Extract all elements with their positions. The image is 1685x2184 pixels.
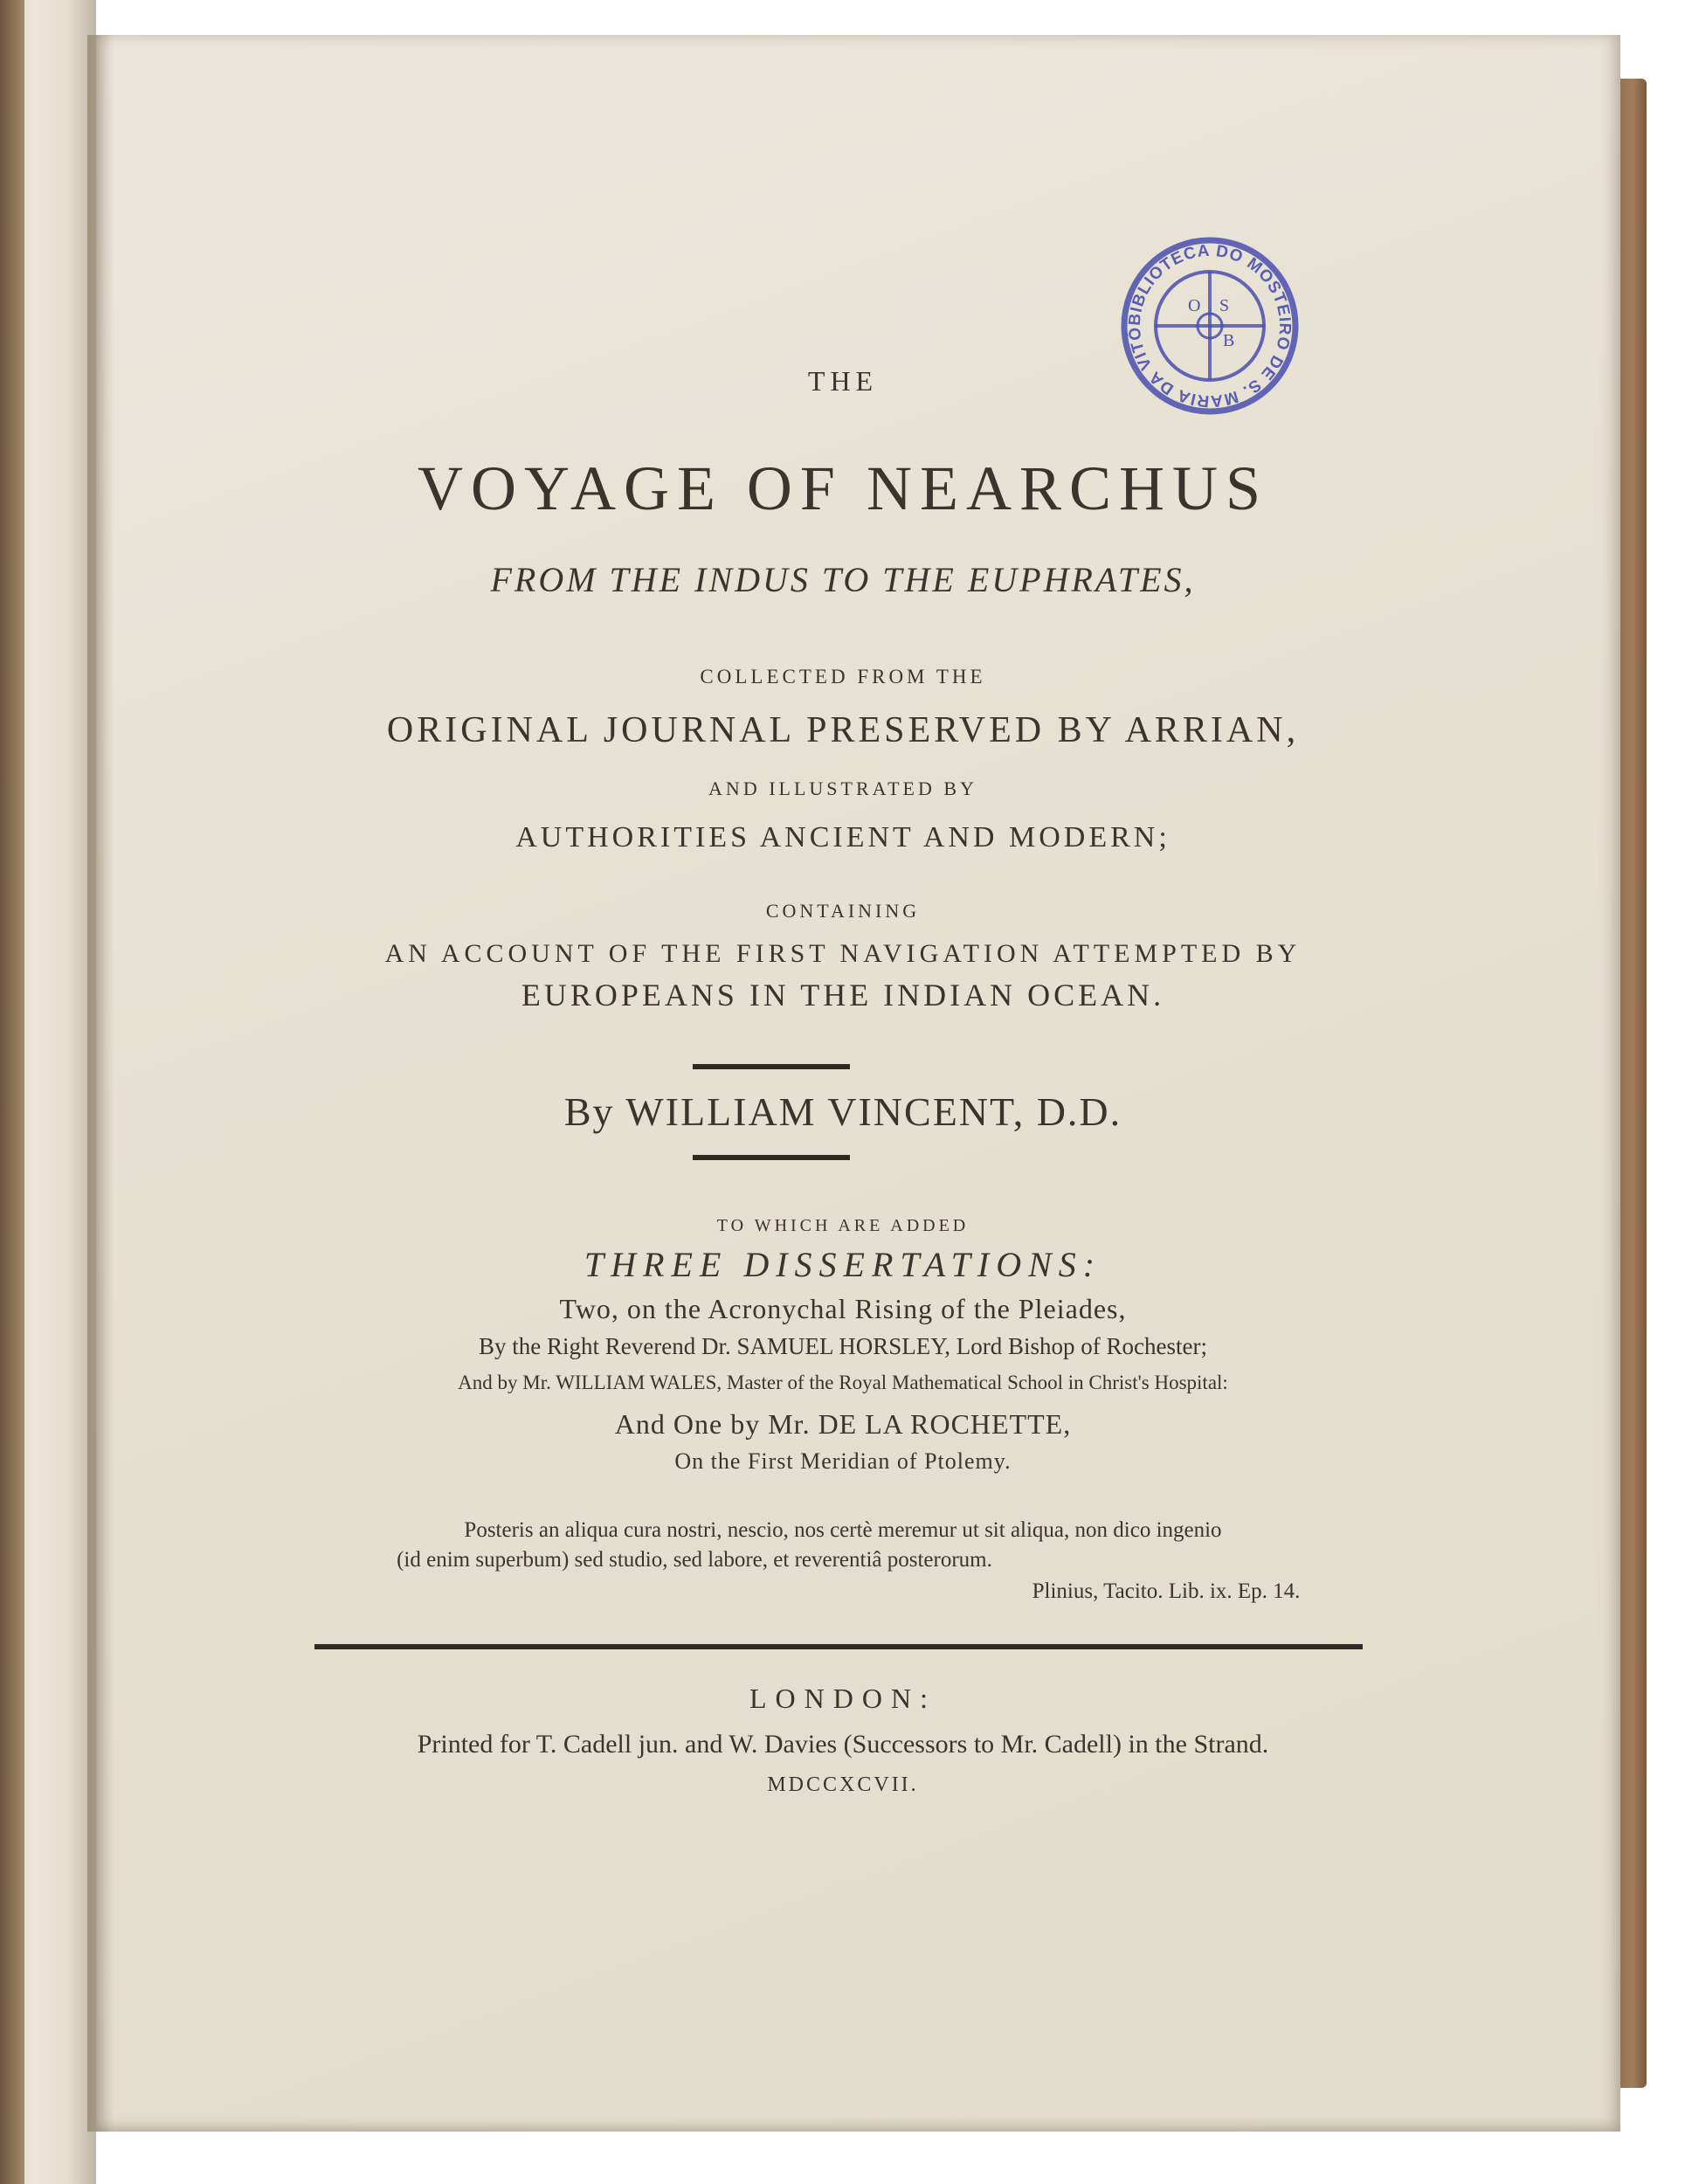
- dissertation-line-3: And by Mr. WILLIAM WALES, Master of the Royal Mathematical School in Christ's Hospital:: [458, 1372, 1228, 1393]
- printer-line: Printed for T. Cadell jun. and W. Davies (Successors to Mr. Cadell) in the Strand.: [417, 1730, 1269, 1759]
- dissertation-line-1: Two, on the Acronychal Rising of the Pleiades,: [559, 1293, 1127, 1324]
- year-line: MDCCXCVII.: [767, 1773, 919, 1796]
- bottom-double-rule: [314, 1644, 1363, 1649]
- europeans-line: EUROPEANS IN THE INDIAN OCEAN.: [521, 978, 1165, 1013]
- quote-attribution: Plinius, Tacito. Lib. ix. Ep. 14.: [1032, 1579, 1301, 1603]
- place-line: LONDON:: [749, 1683, 936, 1714]
- stamp-letter-b: B: [1223, 331, 1235, 350]
- subtitle: FROM THE INDUS TO THE EUPHRATES,: [490, 560, 1196, 599]
- left-binding-edge: [0, 0, 24, 2184]
- authorities-line: AUTHORITIES ANCIENT AND MODERN;: [515, 821, 1171, 854]
- dissertation-line-5: On the First Meridian of Ptolemy.: [674, 1448, 1012, 1474]
- original-journal-line: ORIGINAL JOURNAL PRESERVED BY ARRIAN,: [386, 710, 1300, 750]
- dissertation-line-4: And One by Mr. DE LA ROCHETTE,: [614, 1408, 1072, 1440]
- title-text-block: [96, 0, 1590, 2184]
- dissertations-line: THREE DISSERTATIONS:: [584, 1245, 1102, 1284]
- the-line: THE: [807, 365, 879, 397]
- quote-line-1: Posteris an aliqua cura nostri, nescio, nos certè meremur ut sit aliqua, non dico ingenio: [464, 1518, 1222, 1542]
- account-line: AN ACCOUNT OF THE FIRST NAVIGATION ATTEMPTED BY: [384, 939, 1302, 968]
- upper-double-rule: [693, 1064, 850, 1069]
- main-title: VOYAGE OF NEARCHUS: [417, 453, 1269, 523]
- illustrated-line: AND ILLUSTRATED BY: [708, 778, 977, 799]
- containing-line: CONTAINING: [765, 900, 921, 922]
- stamp-letter-o: O: [1188, 296, 1201, 315]
- added-line: TO WHICH ARE ADDED: [716, 1216, 970, 1235]
- dissertation-line-2: By the Right Reverend Dr. SAMUEL HORSLEY, Lord Bishop of Rochester;: [479, 1333, 1207, 1359]
- lower-double-rule: [693, 1155, 850, 1160]
- stamp-letter-s: S: [1219, 296, 1230, 315]
- quote-line-2: (id enim superbum) sed studio, sed labore, et reverentiâ posterorum.: [397, 1548, 992, 1572]
- author-line: By WILLIAM VINCENT, D.D.: [563, 1089, 1122, 1134]
- stamp-ring-text: BIBLIOTECA DO MOSTEIRO DE S. MARIA DA VITÓ: [1125, 241, 1295, 411]
- collected-line: COLLECTED FROM THE: [700, 666, 986, 688]
